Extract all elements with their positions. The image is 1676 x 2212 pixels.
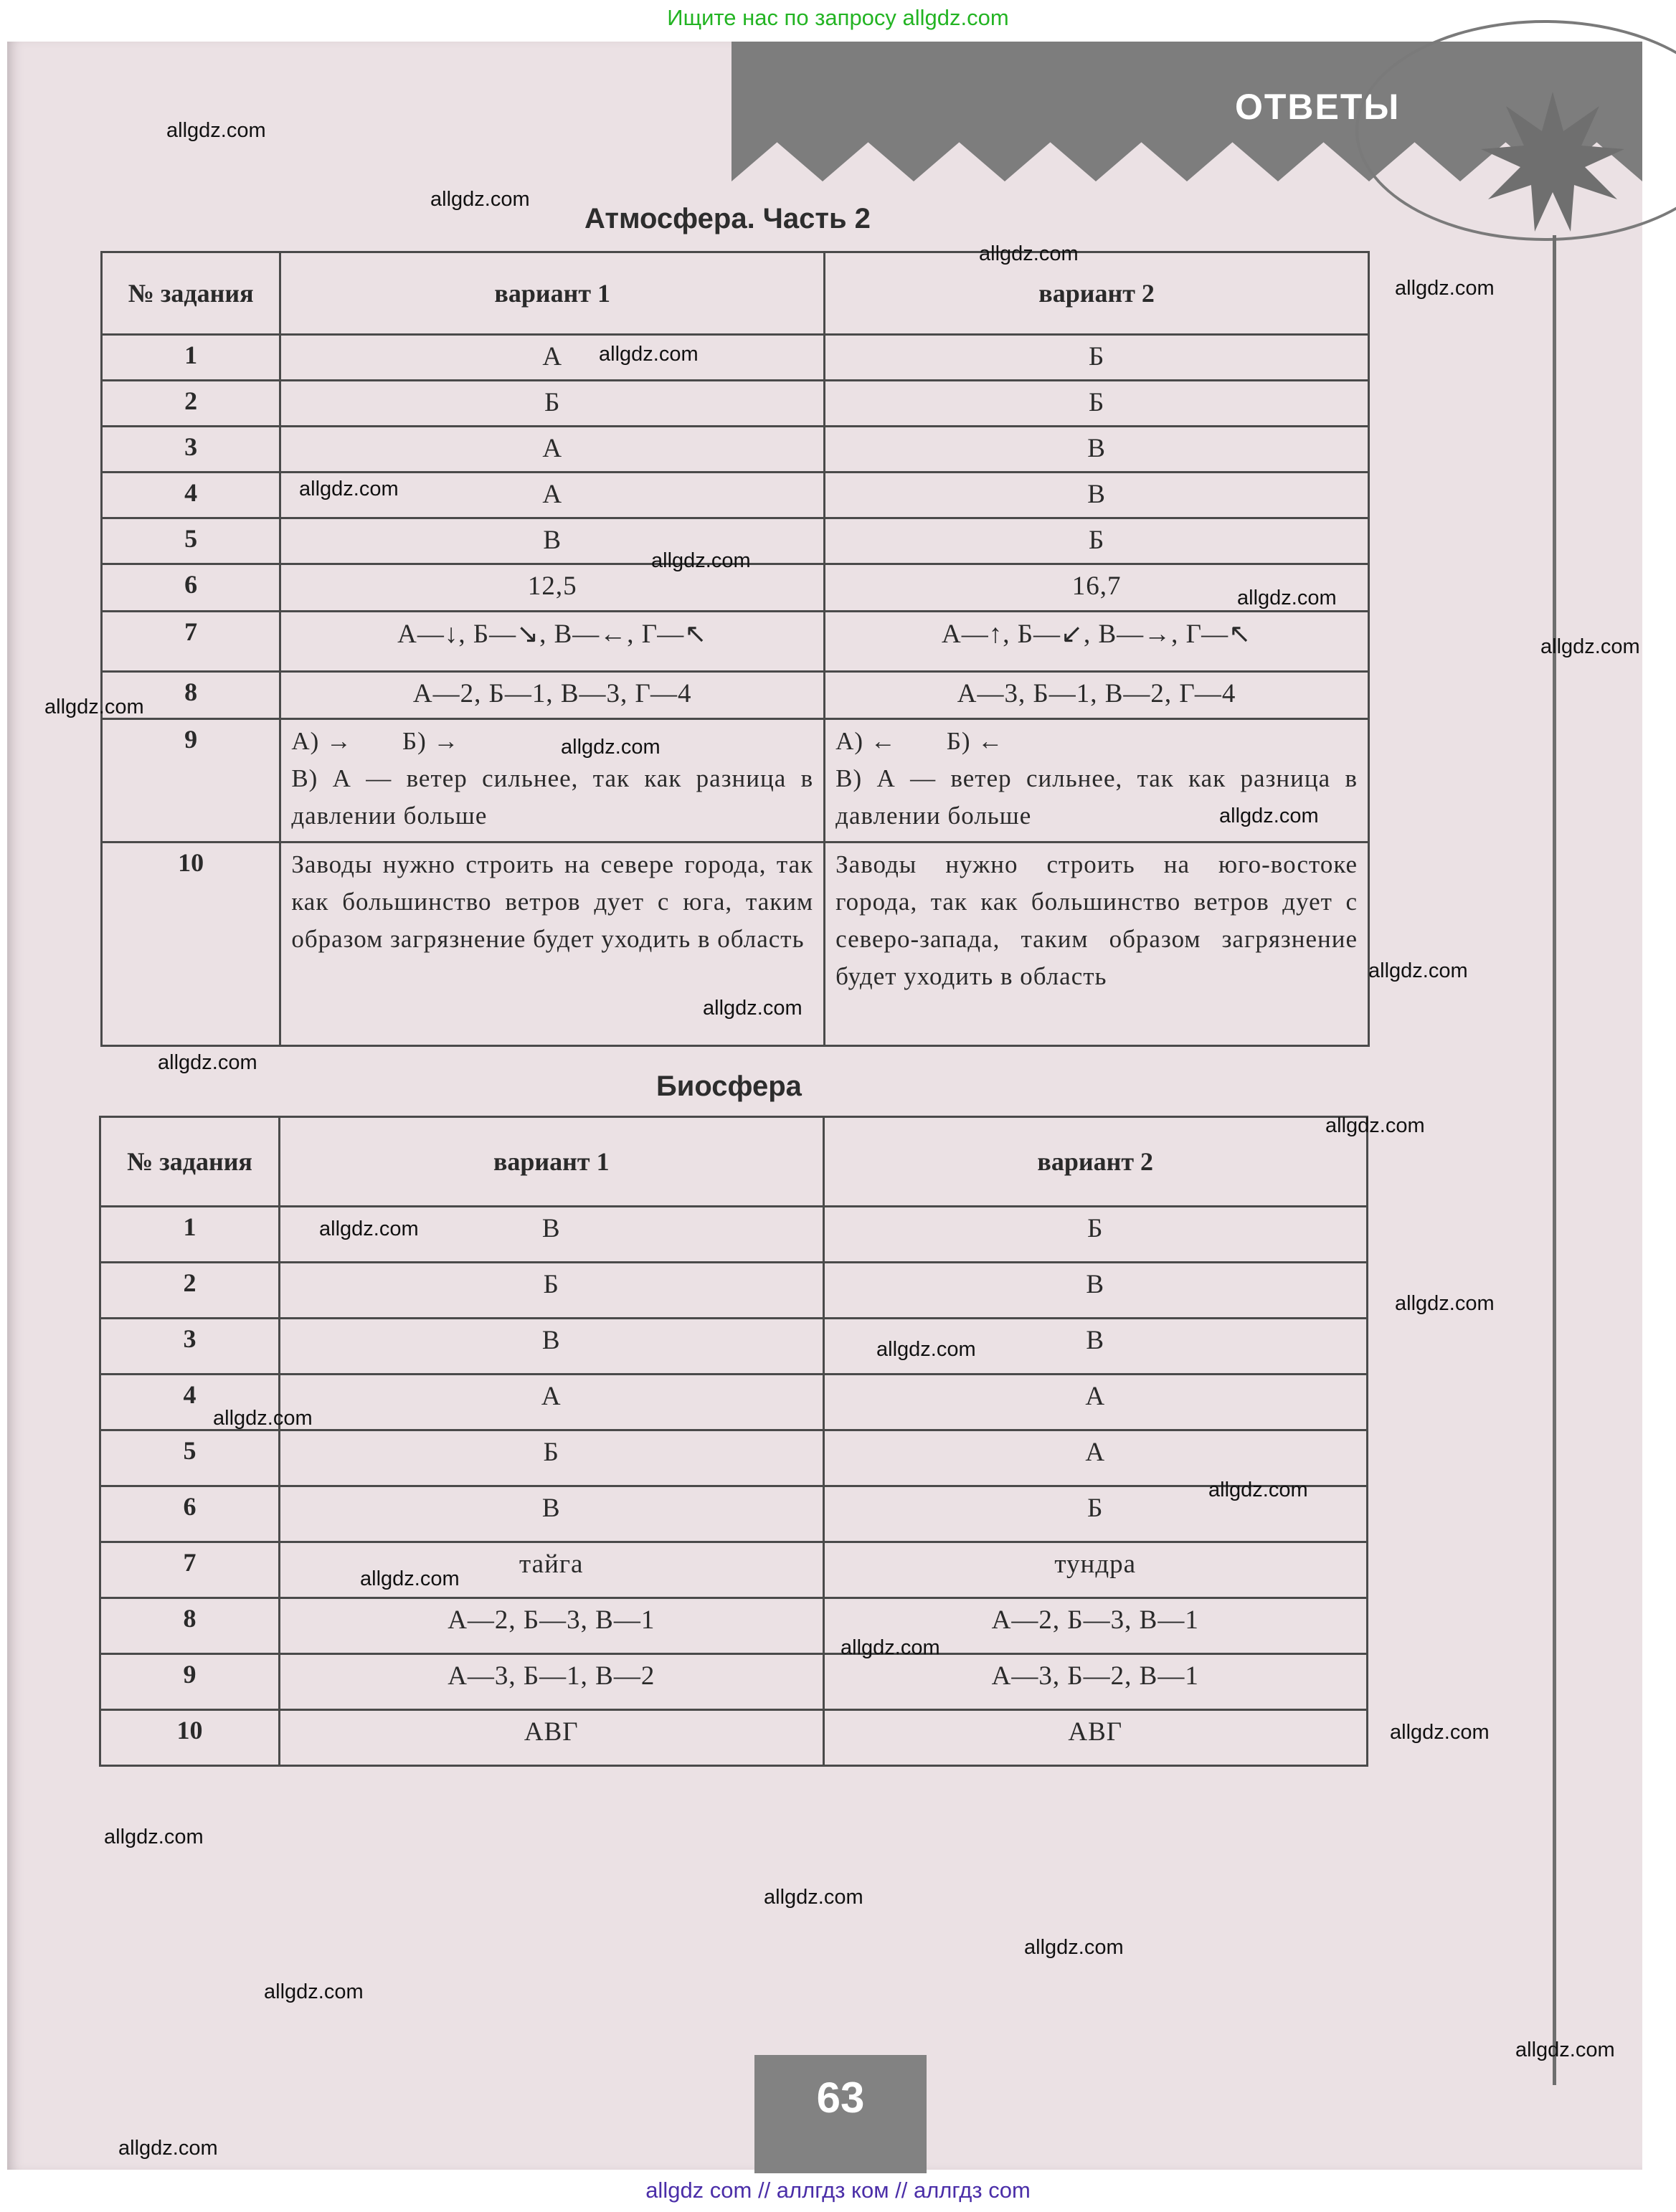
answer-variant-2: Б: [825, 381, 1369, 427]
answer-variant-2: А—3, Б—1, В—2, Г—4: [825, 672, 1369, 719]
answer-variant-2: А—↑, Б—↙, В—→, Г—↖: [825, 612, 1369, 672]
table-row: [100, 1207, 1368, 1263]
answer-b: Б) →: [402, 727, 460, 755]
watermark-link[interactable]: allgdz.com: [1540, 635, 1640, 658]
watermark-link[interactable]: allgdz.com: [1024, 1936, 1124, 1959]
answer-variant-1: А—↓, Б—↘, В—←, Г—↖: [280, 612, 825, 672]
biosphere-table: [99, 1116, 1368, 1767]
table-row: [100, 1654, 1368, 1710]
task-number: 10: [102, 842, 280, 1046]
task-number: 7: [102, 612, 280, 672]
watermark-link[interactable]: allgdz.com: [1368, 959, 1468, 982]
watermark-link[interactable]: allgdz.com: [841, 1636, 940, 1659]
table-row: [100, 1486, 1368, 1542]
answer-variant-1: Б: [280, 1430, 823, 1486]
answer-variant-1: А—3, Б—1, В—2: [280, 1654, 823, 1710]
watermark-link[interactable]: allgdz.com: [651, 549, 751, 572]
answer-variant-2: Б: [825, 335, 1369, 381]
answer-variant-2: А—2, Б—3, В—1: [823, 1598, 1368, 1654]
watermark-link[interactable]: allgdz.com: [1237, 587, 1337, 609]
answer-variant-1: А: [280, 427, 825, 473]
answer-variant-1: В: [280, 1319, 823, 1375]
answer-variant-1: 12,5: [280, 564, 825, 612]
task-number: 1: [102, 335, 280, 381]
answer-page: [7, 42, 1642, 2170]
answer-variant-1: А: [280, 335, 825, 381]
header-variant-1: вариант 1: [280, 1117, 823, 1207]
watermark-link[interactable]: allgdz.com: [104, 1826, 204, 1848]
task-number: 2: [100, 1263, 280, 1319]
task-number: 6: [102, 564, 280, 612]
answer-variant-2: А—3, Б—2, В—1: [823, 1654, 1368, 1710]
table-row: [100, 1598, 1368, 1654]
watermark-link[interactable]: allgdz.com: [979, 242, 1079, 265]
answer-variant-2: В: [825, 473, 1369, 518]
watermark-link[interactable]: allgdz.com: [158, 1051, 257, 1074]
watermark-link[interactable]: allgdz.com: [360, 1567, 460, 1590]
page-number: 63: [754, 2055, 927, 2173]
task-number: 3: [102, 427, 280, 473]
table-row: [100, 1542, 1368, 1598]
watermark-link[interactable]: allgdz.com: [299, 478, 399, 500]
header-variant-2: вариант 2: [825, 252, 1369, 335]
bottom-banner[interactable]: allgdz com // аллгдз ком // аллгдз com: [645, 2178, 1031, 2203]
table-header-row: [100, 1117, 1368, 1207]
table-row: [100, 1710, 1368, 1766]
watermark-link[interactable]: allgdz.com: [703, 997, 803, 1020]
task-number: 9: [102, 719, 280, 842]
answer-a: А) →: [291, 727, 352, 755]
task-number: 3: [100, 1319, 280, 1375]
watermark-link[interactable]: allgdz.com: [213, 1407, 313, 1430]
watermark-link[interactable]: allgdz.com: [764, 1886, 863, 1909]
table-row: [102, 612, 1369, 672]
task-number: 4: [100, 1375, 280, 1430]
answer-variant-1: Б: [280, 1263, 823, 1319]
answer-variant-1: В: [280, 518, 825, 564]
arrow-answers: [291, 723, 813, 760]
answer-variant-1: тайга: [280, 1542, 823, 1598]
task-number: 9: [100, 1654, 280, 1710]
answer-variant-2: Б: [825, 518, 1369, 564]
watermark-link[interactable]: allgdz.com: [1219, 804, 1319, 827]
watermark-link[interactable]: allgdz.com: [1395, 1292, 1495, 1315]
answer-variant-1: Заводы нужно строить на севере города, так как большинство ветров дует с юга, таким образом загрязнение будет уходить в область: [280, 842, 825, 1046]
answer-variant-1: АВГ: [280, 1710, 823, 1766]
header-variant-1: вариант 1: [280, 252, 825, 335]
answer-variant-2: А: [823, 1430, 1368, 1486]
star-icon: [1481, 92, 1624, 235]
table-row: [102, 427, 1369, 473]
answer-variant-2: А: [823, 1375, 1368, 1430]
watermark-link[interactable]: allgdz.com: [1515, 2038, 1615, 2061]
answer-variant-1: А: [280, 473, 825, 518]
table-row: [102, 381, 1369, 427]
answer-variant-1: А—2, Б—1, В—3, Г—4: [280, 672, 825, 719]
answer-variant-1: А—2, Б—3, В—1: [280, 1598, 823, 1654]
answer-variant-1: Б: [280, 381, 825, 427]
watermark-link[interactable]: allgdz.com: [1390, 1721, 1490, 1744]
answer-c: В) А — ветер сильнее, так как разница в давлении больше: [291, 764, 814, 830]
answer-variant-2: тундра: [823, 1542, 1368, 1598]
answer-variant-2: В: [823, 1319, 1368, 1375]
table-row: [100, 1263, 1368, 1319]
side-rule: [1553, 235, 1556, 2085]
top-banner[interactable]: Ищите нас по запросу allgdz.com: [667, 5, 1009, 30]
answer-variant-2: 16,7: [825, 564, 1369, 612]
table-header-row: [102, 252, 1369, 335]
task-number: 10: [100, 1710, 280, 1766]
atmosphere-title: Атмосфера. Часть 2: [584, 203, 871, 234]
arrow-answers: [835, 723, 1358, 760]
header-variant-2: вариант 2: [823, 1117, 1368, 1207]
answer-variant-2: Заводы нужно строить на юго-востоке города, так как большинство ветров дует с северо-запада, таким образом загрязнение будет уходить в область: [825, 842, 1369, 1046]
watermark-link[interactable]: allgdz.com: [876, 1338, 976, 1361]
header-title: ОТВЕТЫ: [1235, 87, 1401, 127]
table-row: [102, 672, 1369, 719]
watermark-link[interactable]: allgdz.com: [1325, 1114, 1425, 1137]
task-number: 7: [100, 1542, 280, 1598]
table-row: [102, 335, 1369, 381]
answer-variant-1: В: [280, 1207, 823, 1263]
task-number: 8: [102, 672, 280, 719]
answer-variant-2: Б: [823, 1486, 1368, 1542]
table-row: [100, 1430, 1368, 1486]
task-number: 6: [100, 1486, 280, 1542]
watermark-link[interactable]: allgdz.com: [430, 188, 530, 211]
task-number: 1: [100, 1207, 280, 1263]
task-number: 4: [102, 473, 280, 518]
task-number: 8: [100, 1598, 280, 1654]
watermark-link[interactable]: allgdz.com: [1395, 277, 1495, 300]
table-row: [102, 719, 1369, 842]
answer-variant-1: А: [280, 1375, 823, 1430]
watermark-link[interactable]: allgdz.com: [599, 343, 699, 366]
answer-b: Б) ←: [946, 727, 1004, 755]
answer-variant-2: АВГ: [823, 1710, 1368, 1766]
biosphere-title: Биосфера: [656, 1071, 802, 1102]
watermark-link[interactable]: allgdz.com: [561, 736, 661, 759]
answer-c: В) А — ветер сильнее, так как разница в давлении больше: [835, 764, 1358, 830]
atmosphere-table: [100, 251, 1370, 1047]
watermark-link[interactable]: allgdz.com: [1208, 1478, 1308, 1501]
task-number: 2: [102, 381, 280, 427]
watermark-link[interactable]: allgdz.com: [44, 696, 144, 718]
watermark-link[interactable]: allgdz.com: [166, 119, 266, 142]
table-row: [100, 1319, 1368, 1375]
header-task-number: № задания: [100, 1117, 280, 1207]
watermark-link[interactable]: allgdz.com: [118, 2137, 218, 2160]
answer-variant-2: Б: [823, 1207, 1368, 1263]
header-task-number: № задания: [102, 252, 280, 335]
watermark-link[interactable]: allgdz.com: [264, 1980, 364, 2003]
answer-variant-2: В: [823, 1263, 1368, 1319]
answer-variant-1: [280, 719, 825, 842]
answer-variant-1: В: [280, 1486, 823, 1542]
task-number: 5: [100, 1430, 280, 1486]
task-number: 5: [102, 518, 280, 564]
table-row: [102, 473, 1369, 518]
answer-a: А) ←: [835, 727, 896, 755]
watermark-link[interactable]: allgdz.com: [319, 1217, 419, 1240]
answer-variant-2: В: [825, 427, 1369, 473]
